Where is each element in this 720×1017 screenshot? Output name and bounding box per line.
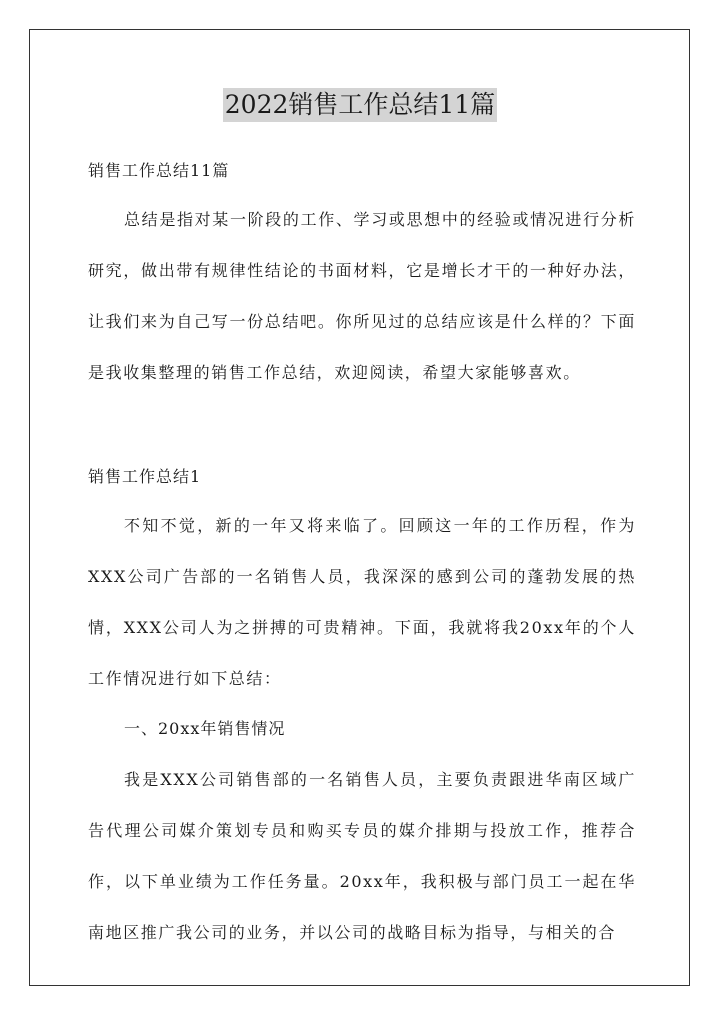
intro-paragraph: 总结是指对某一阶段的工作、学习或思想中的经验或情况进行分析研究，做出带有规律性结论的书面材料，它是增长才干的一种好办法，让我们来为自己写一份总结吧。你所见过的总结应该是什么样的？下面是我收集整理的销售工作总结，欢迎阅读，希望大家能够喜欢。 [88, 210, 636, 382]
section1-heading: 销售工作总结1 [88, 467, 202, 486]
section1-paragraph-2: 我是XXX公司销售部的一名销售人员，主要负责跟进华南区域广告代理公司媒介策划专员和购买专员的媒介排期与投放工作，推荐合作，以下单业绩为工作任务量。20xx年，我积极与部门员工一起在华南地区推广我公司的业务，并以公司的战略目标为指导，与相关的合 [88, 770, 636, 942]
document-body [88, 148, 636, 958]
section1-paragraph: 不知不觉，新的一年又将来临了。回顾这一年的工作历程，作为XXX公司广告部的一名销售人员，我深深的感到公司的蓬勃发展的热情，XXX公司人为之拼搏的可贵精神。下面，我就将我20xx年的个人工作情况进行如下总结： [88, 516, 636, 688]
section-spacer [88, 398, 636, 454]
document-title: 2022销售工作总结11篇 [223, 88, 497, 122]
intro-heading: 销售工作总结11篇 [88, 161, 230, 180]
sales-subheading: 一、20xx年销售情况 [124, 719, 286, 738]
title-container [0, 88, 720, 122]
